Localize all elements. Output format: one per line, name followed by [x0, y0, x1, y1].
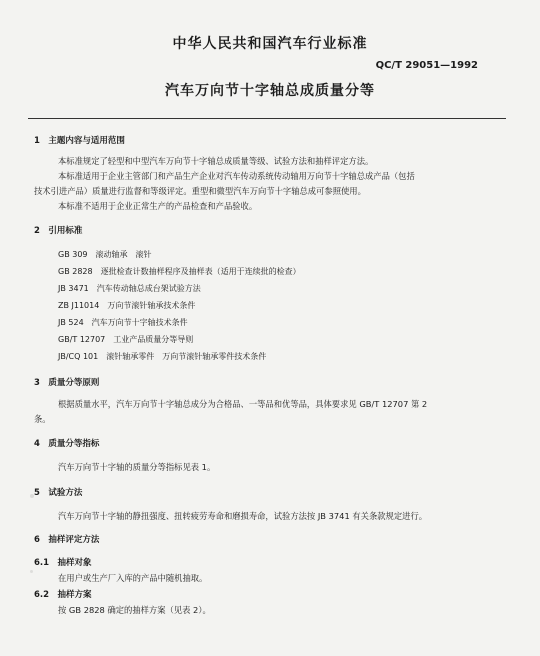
section-1-paragraph: 本标准规定了轻型和中型汽车万向节十字轴总成质量等级、试验方法和抽样评定方法。 [58, 156, 374, 166]
section-3-heading: 3 质量分等原则 [34, 378, 100, 388]
section-4-heading: 4 质量分等指标 [34, 439, 100, 449]
reference-item: GB 2828 逐批检查计数抽样程序及抽样表（适用于连续批的检查） [58, 267, 301, 276]
section-1-heading: 1 主题内容与适用范围 [34, 136, 125, 146]
section-1-paragraph: 技术引进产品）质量进行监督和等级评定。重型和微型汽车万向节十字轴总成可参照使用。 [34, 186, 366, 196]
section-1-paragraph: 本标准适用于企业主管部门和产品生产企业对汽车传动系统传动轴用万向节十字轴总成产品（包括 [58, 171, 415, 181]
reference-item: JB 524 汽车万向节十字轴技术条件 [58, 318, 188, 327]
reference-item: GB 309 滚动轴承 滚针 [58, 250, 152, 259]
section-5-heading: 5 试验方法 [34, 488, 83, 498]
document-title: 汽车万向节十字轴总成质量分等 [165, 83, 375, 99]
section-6-heading: 6 抽样评定方法 [34, 535, 100, 545]
section-1-paragraph: 本标准不适用于企业正常生产的产品检查和产品验收。 [58, 201, 258, 211]
title-divider [28, 118, 506, 119]
subsection-6-2-heading: 6.2 抽样方案 [34, 590, 92, 600]
subsection-6-1-text: 在用户或生产厂入库的产品中随机抽取。 [58, 573, 208, 583]
scan-artifact [30, 494, 34, 498]
section-5-paragraph: 汽车万向节十字轴的静扭强度、扭转疲劳寿命和磨损寿命，试验方法按 JB 3741 有关条款规定进行。 [58, 511, 428, 521]
section-2-heading: 2 引用标准 [34, 226, 83, 236]
reference-item: ZB J11014 万向节滚针轴承技术条件 [58, 301, 196, 310]
section-3-paragraph: 条。 [34, 414, 51, 424]
section-4-paragraph: 汽车万向节十字轴的质量分等指标见表 1。 [58, 462, 216, 472]
subsection-6-2-text: 按 GB 2828 确定的抽样方案（见表 2）。 [58, 605, 211, 615]
reference-item: JB/CQ 101 滚针轴承零件 万向节滚针轴承零件技术条件 [58, 352, 267, 361]
scan-artifact [30, 570, 33, 573]
section-3-paragraph: 根据质量水平，汽车万向节十字轴总成分为合格品、一等品和优等品，具体要求见 GB/T 12707 第 2 [58, 399, 428, 409]
standard-code: QC/T 29051—1992 [375, 60, 478, 71]
standard-organization-header: 中华人民共和国汽车行业标准 [172, 36, 368, 52]
subsection-6-1-heading: 6.1 抽样对象 [34, 558, 92, 568]
reference-item: GB/T 12707 工业产品质量分等导则 [58, 335, 194, 344]
reference-item: JB 3471 汽车传动轴总成台架试验方法 [58, 284, 201, 293]
